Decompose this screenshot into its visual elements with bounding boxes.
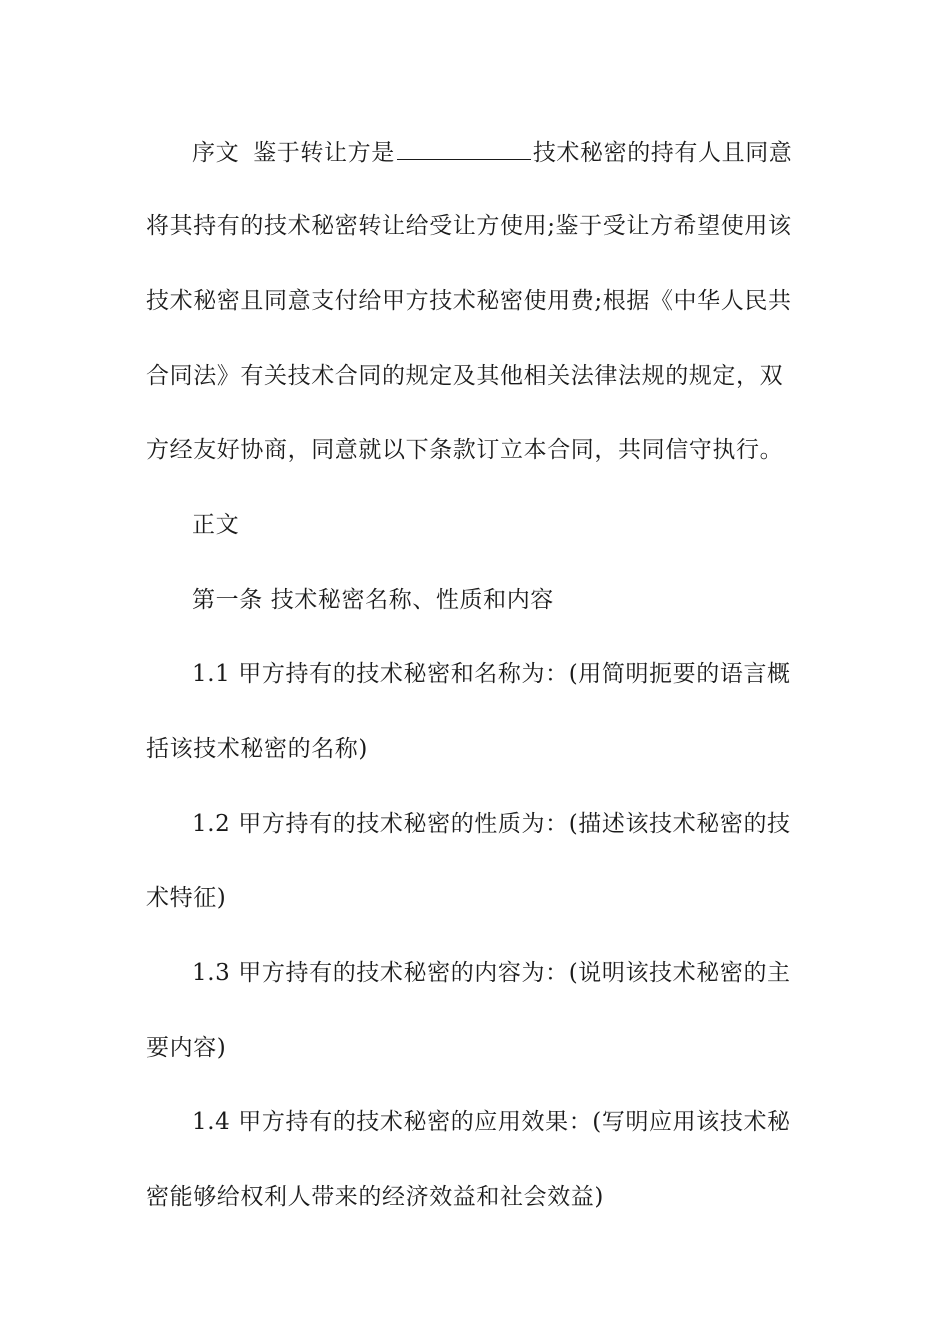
clause-1-3-line-1: 1.3 甲方持有的技术秘密的内容为：(说明该技术秘密的主 xyxy=(192,960,791,986)
clause-1-3-line-2: 要内容) xyxy=(146,1035,227,1061)
preface-label: 序文 xyxy=(192,140,240,166)
clause-1-2-line-1: 1.2 甲方持有的技术秘密的性质为：(描述该技术秘密的技 xyxy=(192,811,791,837)
clause-1-4-line-2: 密能够给权利人带来的经济效益和社会效益) xyxy=(146,1184,604,1210)
article-1-title: 第一条 技术秘密名称、性质和内容 xyxy=(192,587,554,613)
preface-text-after-blank: 技术秘密的持有人且同意 xyxy=(532,140,793,166)
preface-line-5: 方经友好协商，同意就以下条款订立本合同，共同信守执行。 xyxy=(146,437,784,463)
body-heading: 正文 xyxy=(192,512,240,538)
clause-1-2-line-2: 术特征) xyxy=(146,885,227,911)
preface-text-before-blank: 鉴于转让方是 xyxy=(253,140,395,166)
preface-line-2: 将其持有的技术秘密转让给受让方使用;鉴于受让方希望使用该 xyxy=(146,213,792,239)
preface-line-1 xyxy=(0,137,950,168)
clause-1-1-line-1: 1.1 甲方持有的技术秘密和名称为：(用简明扼要的语言概 xyxy=(192,661,791,687)
preface-line-4: 合同法》有关技术合同的规定及其他相关法律法规的规定，双 xyxy=(146,363,784,389)
clause-1-1-line-2: 括该技术秘密的名称) xyxy=(146,736,368,762)
transferor-blank xyxy=(397,137,531,160)
preface-line-3: 技术秘密且同意支付给甲方技术秘密使用费;根据《中华人民共 xyxy=(146,288,792,314)
clause-1-4-line-1: 1.4 甲方持有的技术秘密的应用效果：(写明应用该技术秘 xyxy=(192,1109,791,1135)
